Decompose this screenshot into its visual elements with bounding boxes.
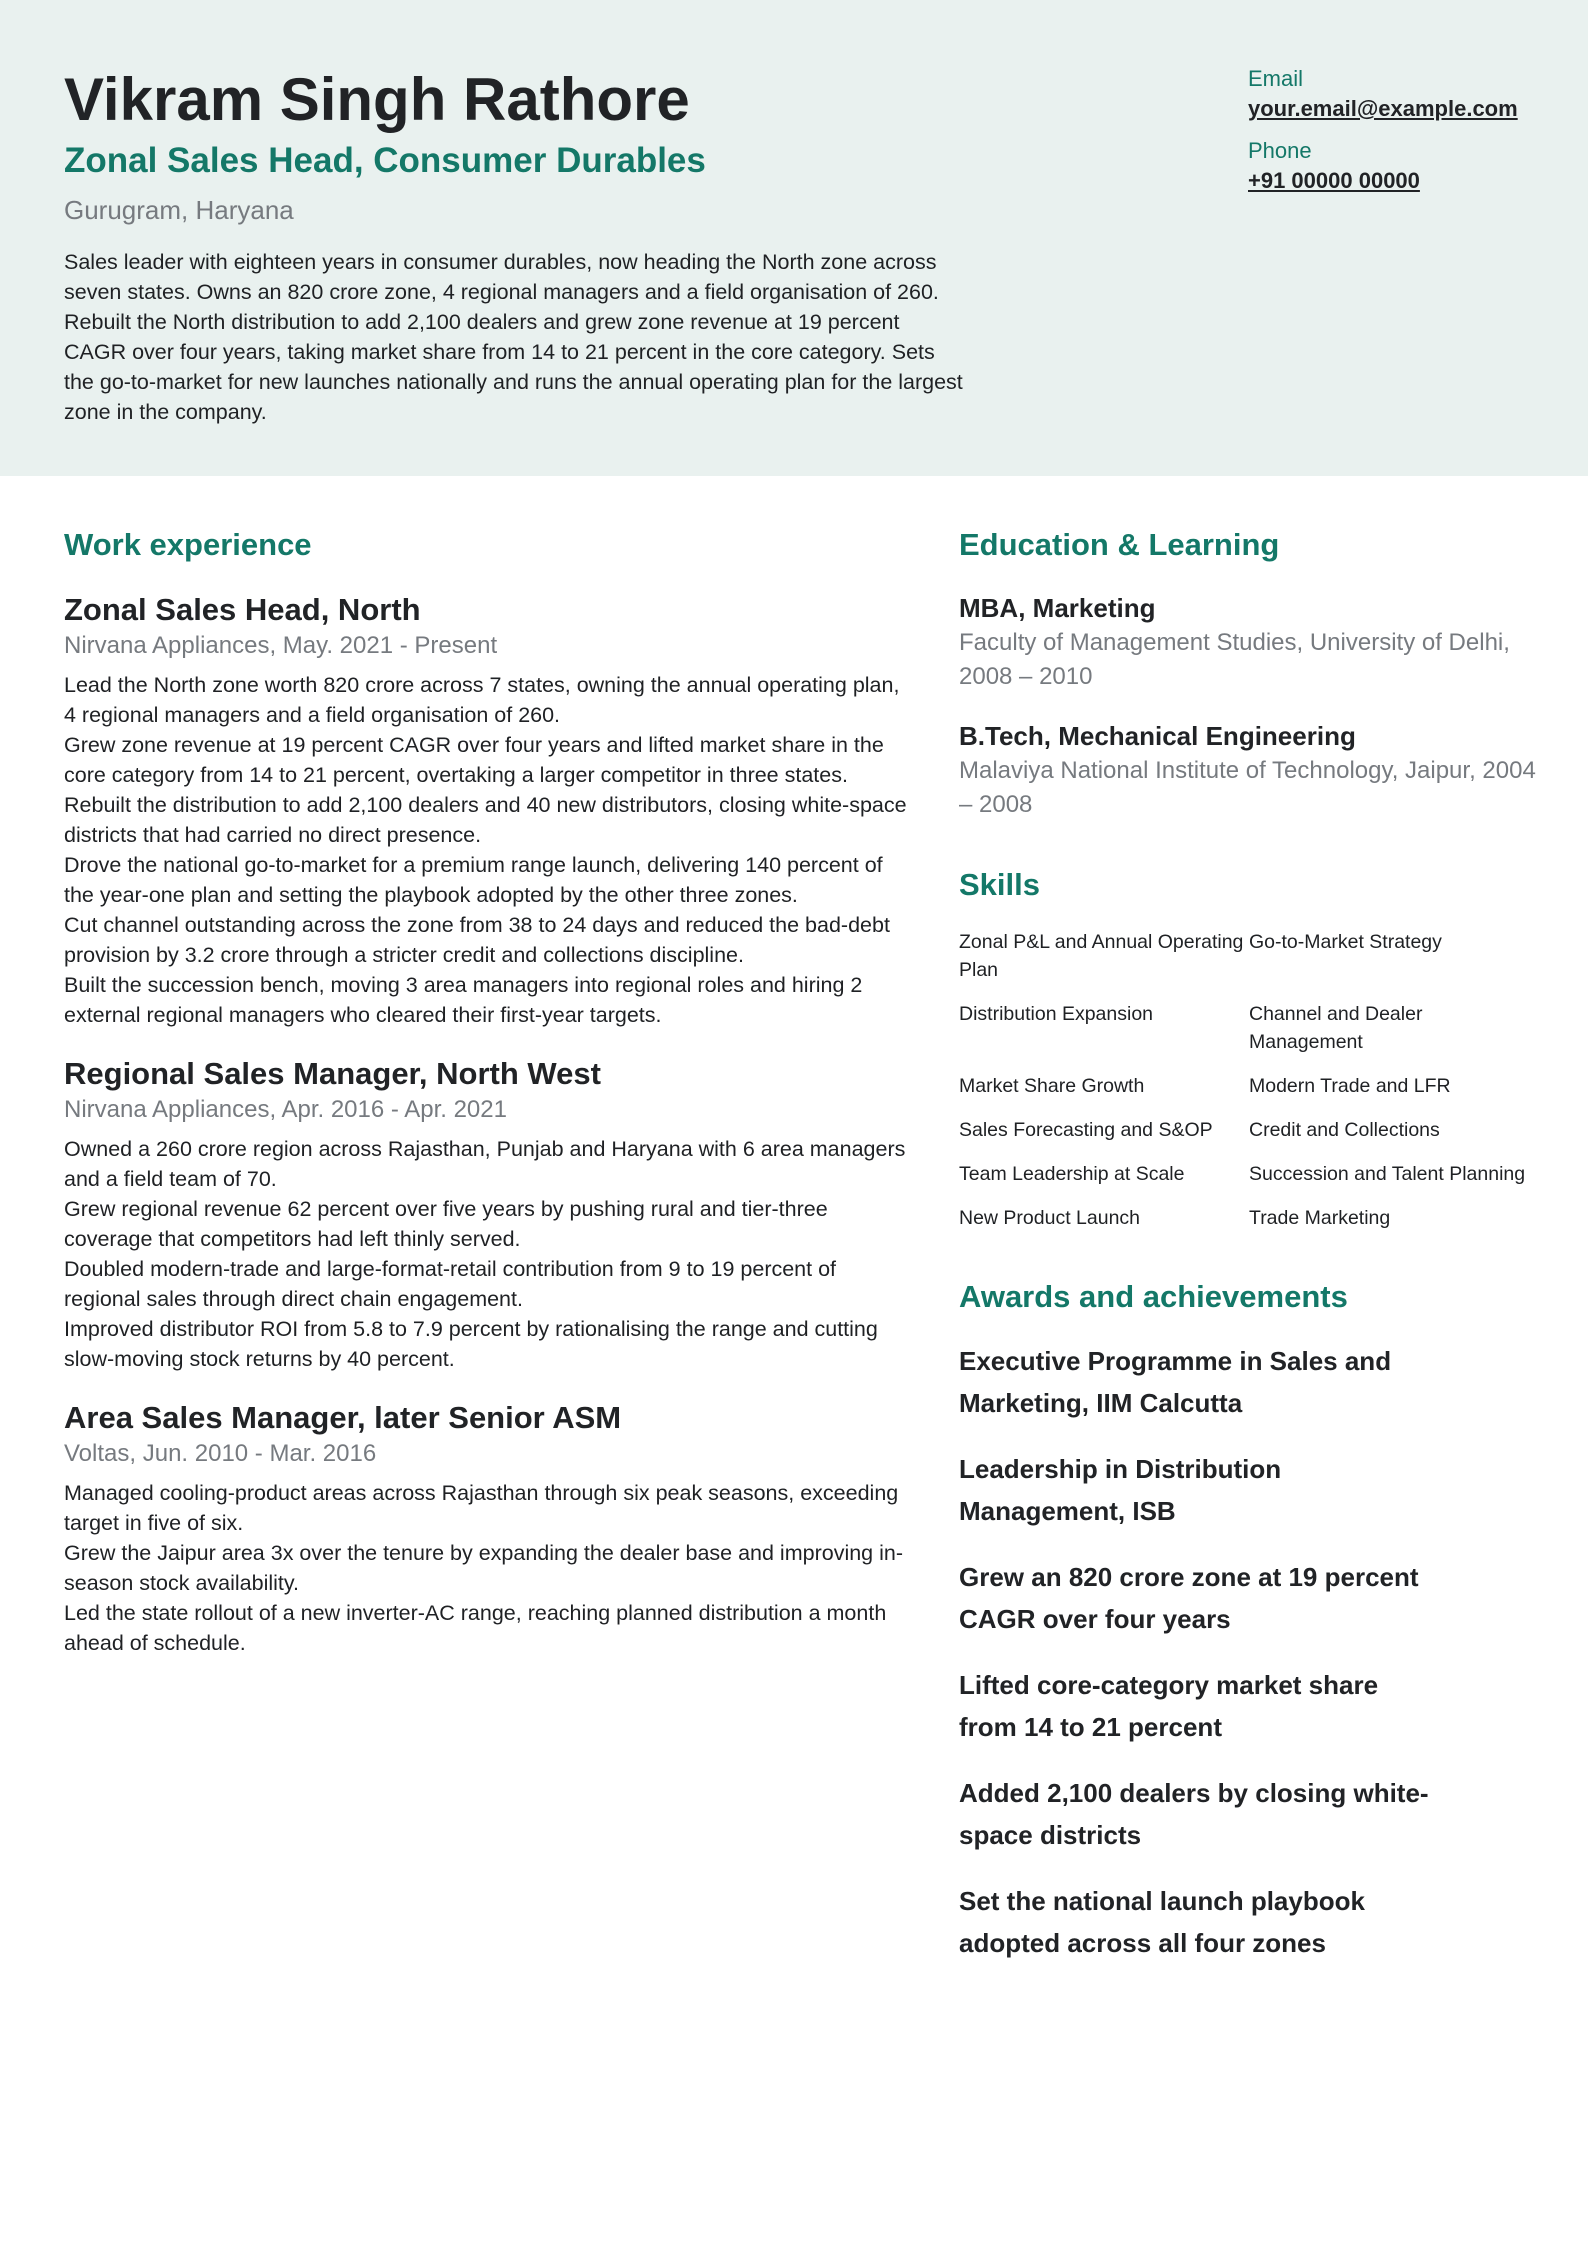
- awards-heading: Awards and achievements: [959, 1279, 1348, 1314]
- phone-link[interactable]: +91 00000 00000: [1248, 168, 1420, 193]
- job-entry: [64, 1054, 914, 1374]
- job-bullet: Rebuilt the distribution to add 2,100 dealers and 40 new distributors, closing white-space districts that had carried no direct presence.: [64, 793, 907, 847]
- job-bullet: Grew regional revenue 62 percent over five years by pushing rural and tier-three coverage that competitors had left thinly served.: [64, 1197, 828, 1251]
- job-bullet: Grew zone revenue at 19 percent CAGR over four years and lifted market share in the core category from 14 to 21 percent, overtaking a larger competitor in three states.: [64, 733, 884, 787]
- skill-item: Credit and Collections: [1249, 1119, 1440, 1141]
- job-bullets: [64, 1478, 914, 1658]
- job-company-dates: Nirvana Appliances, Apr. 2016 - Apr. 2021: [64, 1096, 507, 1123]
- job-bullet: Managed cooling-product areas across Rajasthan through six peak seasons, exceeding target in five of six.: [64, 1481, 899, 1535]
- job-entry: [64, 1398, 914, 1658]
- right-column: [959, 520, 1549, 1964]
- institution-text: Faculty of Management Studies, University of Delhi, 2008 – 2010: [959, 629, 1510, 690]
- job-bullet: Grew the Jaipur area 3x over the tenure by expanding the dealer base and improving in-season stock availability.: [64, 1541, 904, 1595]
- email-link[interactable]: your.email@example.com: [1248, 96, 1518, 121]
- candidate-name: Vikram Singh Rathore: [64, 66, 690, 133]
- award-item: Executive Programme in Sales and Marketing, IIM Calcutta: [959, 1346, 1392, 1418]
- job-company-dates: Voltas, Jun. 2010 - Mar. 2016: [64, 1440, 377, 1467]
- work-experience-heading: Work experience: [64, 527, 312, 562]
- award-item: Added 2,100 dealers by closing white-space districts: [959, 1778, 1429, 1850]
- job-company-dates: Nirvana Appliances, May. 2021 - Present: [64, 632, 498, 659]
- degree-title: B.Tech, Mechanical Engineering: [959, 721, 1356, 751]
- profile-summary: Sales leader with eighteen years in consumer durables, now heading the North zone across seven states. Owns an 820 crore zone, 4 regional managers and a field organisation of 260. Rebuilt the North distribution to add 2,100 dealers and grew zone revenue at 19 percent CAGR over four years, taking market share from 14 to 21 percent in the core category. Sets the go-to-market for new launches nationally and runs the annual operating plan for the largest zone in the company.: [64, 250, 963, 424]
- job-bullet: Led the state rollout of a new inverter-AC range, reaching planned distribution a month ahead of schedule.: [64, 1601, 887, 1655]
- resume-header: [0, 0, 1588, 476]
- skill-item: Trade Marketing: [1249, 1207, 1391, 1229]
- skills-grid: [959, 928, 1549, 1232]
- education-heading: Education & Learning: [959, 527, 1280, 562]
- job-bullets: [64, 1134, 914, 1374]
- job-bullet: Cut channel outstanding across the zone from 38 to 24 days and reduced the bad-debt provision by 3.2 crore through a stricter credit and collections discipline.: [64, 913, 890, 967]
- skill-item: Channel and Dealer Management: [1249, 1003, 1423, 1053]
- institution-text: Malaviya National Institute of Technology, Jaipur, 2004 – 2008: [959, 757, 1536, 818]
- job-bullet: Improved distributor ROI from 5.8 to 7.9 percent by rationalising the range and cutting slow-moving stock returns by 40 percent.: [64, 1317, 878, 1371]
- award-item: Leadership in Distribution Management, ISB: [959, 1454, 1282, 1526]
- skills-heading: Skills: [959, 867, 1040, 902]
- skill-item: Market Share Growth: [959, 1075, 1145, 1097]
- job-title: Area Sales Manager, later Senior ASM: [64, 1400, 622, 1435]
- candidate-location: Gurugram, Haryana: [64, 195, 294, 225]
- education-entry: [959, 718, 1549, 822]
- skill-item: Sales Forecasting and S&OP: [959, 1119, 1213, 1141]
- phone-label: Phone: [1248, 138, 1312, 163]
- award-item: Lifted core-category market share from 14 to 21 percent: [959, 1670, 1379, 1742]
- skill-item: Team Leadership at Scale: [959, 1163, 1185, 1185]
- job-bullets: [64, 670, 914, 1030]
- award-item: Set the national launch playbook adopted across all four zones: [959, 1886, 1365, 1958]
- skill-item: Zonal P&L and Annual Operating Plan: [959, 931, 1244, 981]
- degree-title: MBA, Marketing: [959, 593, 1156, 623]
- job-title: Zonal Sales Head, North: [64, 592, 421, 627]
- candidate-role: Zonal Sales Head, Consumer Durables: [64, 141, 706, 180]
- skill-item: Go-to-Market Strategy: [1249, 931, 1442, 953]
- job-bullet: Owned a 260 crore region across Rajasthan, Punjab and Haryana with 6 area managers and a field team of 70.: [64, 1137, 906, 1191]
- job-bullet: Built the succession bench, moving 3 area managers into regional roles and hiring 2 external regional managers who cleared their first-year targets.: [64, 973, 863, 1027]
- job-bullet: Doubled modern-trade and large-format-retail contribution from 9 to 19 percent of regional sales through direct chain engagement.: [64, 1257, 837, 1311]
- award-item: Grew an 820 crore zone at 19 percent CAGR over four years: [959, 1562, 1419, 1634]
- job-entry: [64, 590, 914, 1030]
- skill-item: Modern Trade and LFR: [1249, 1075, 1451, 1097]
- contact-block: [1248, 64, 1548, 196]
- skill-item: New Product Launch: [959, 1207, 1141, 1229]
- education-entry: [959, 590, 1549, 694]
- job-title: Regional Sales Manager, North West: [64, 1056, 601, 1091]
- email-label: Email: [1248, 66, 1304, 91]
- left-column: [64, 520, 914, 1658]
- skill-item: Distribution Expansion: [959, 1003, 1154, 1025]
- job-bullet: Drove the national go-to-market for a premium range launch, delivering 140 percent of the year-one plan and setting the playbook adopted by the other three zones.: [64, 853, 883, 907]
- skill-item: Succession and Talent Planning: [1249, 1163, 1526, 1185]
- job-bullet: Lead the North zone worth 820 crore across 7 states, owning the annual operating plan, 4 regional managers and a field organisation of 260.: [64, 673, 900, 727]
